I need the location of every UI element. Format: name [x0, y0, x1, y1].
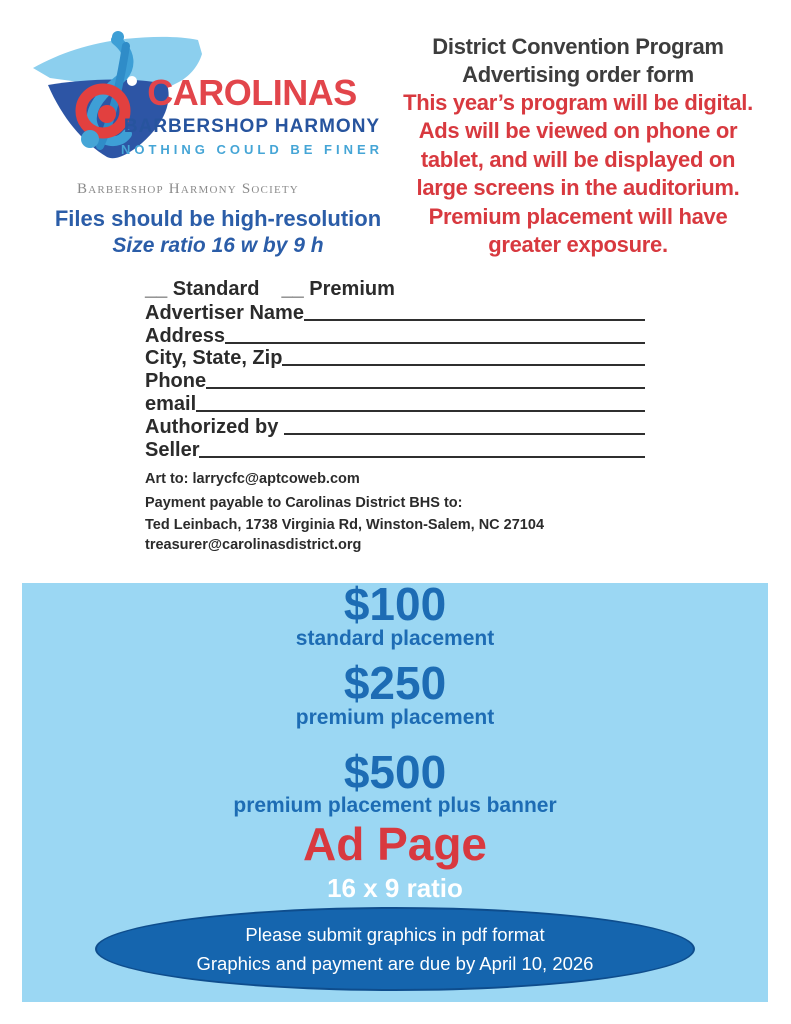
blank-line — [282, 364, 645, 366]
placement-options-row — [145, 279, 645, 301]
clef-top-dot — [112, 31, 124, 43]
blank-line — [206, 387, 645, 389]
notice-line: Premium placement will have — [428, 203, 728, 229]
notice-line: tablet, and will be displayed on — [420, 146, 736, 172]
form-field-row — [145, 324, 645, 347]
price-premium-banner: $500 — [343, 746, 447, 798]
brand-subtitle: BARBERSHOP HARMONY — [123, 116, 381, 137]
note-red-dot — [98, 105, 116, 123]
oval-line-deadline: Graphics and payment are due by April 10, 2026 — [196, 953, 594, 974]
price-premium-banner-label: premium placement plus banner — [233, 794, 557, 817]
field-label-address: Address — [145, 324, 226, 347]
form-field-row — [145, 369, 645, 392]
society-line: Barbershop Harmony Society — [77, 181, 299, 197]
payment-address: Ted Leinbach, 1738 Virginia Rd, Winston-Salem, NC 27104 — [145, 517, 545, 533]
blank-line — [225, 342, 645, 344]
form-field-row — [145, 438, 645, 461]
form-field-row — [145, 301, 645, 324]
clef-bottom-dot — [81, 130, 99, 148]
brand-tagline: NOTHING COULD BE FINER — [120, 142, 384, 157]
blank-line — [304, 319, 645, 321]
oval-line-format: Please submit graphics in pdf format — [245, 924, 545, 945]
field-label-seller: Seller — [145, 438, 200, 461]
field-label-phone: Phone — [145, 370, 207, 393]
treasurer-email: treasurer@carolinasdistrict.org — [145, 537, 362, 553]
price-premium: $250 — [343, 657, 447, 709]
art-submission-email: Art to: larrycfc@aptcoweb.com — [145, 471, 360, 487]
header-column — [400, 33, 756, 259]
spec-resolution: Files should be high-resolution — [54, 206, 382, 231]
notice-line: This year’s program will be digital. — [403, 90, 753, 115]
order-form — [145, 279, 645, 461]
pricing-panel — [22, 578, 768, 1002]
notice-line: large screens in the auditorium. — [416, 175, 740, 201]
form-field-row — [145, 392, 645, 415]
page-title-line1: District Convention Program — [432, 34, 724, 59]
price-standard-label: standard placement — [295, 627, 495, 650]
notice-line: greater exposure. — [488, 232, 668, 258]
form-field-row — [145, 347, 645, 370]
submission-deadline-oval — [95, 907, 695, 991]
field-label-advertiser-name: Advertiser Name — [145, 301, 304, 324]
placement-option-premium: __ Premium — [281, 278, 395, 300]
blank-line — [199, 456, 645, 458]
price-premium-label: premium placement — [295, 706, 495, 729]
ad-page-heading: Ad Page — [302, 818, 488, 870]
notice-line: Ads will be viewed on phone or — [418, 118, 738, 144]
field-label-email: email — [145, 392, 197, 415]
placement-option-standard: __ Standard — [145, 278, 260, 300]
field-label-city-state-zip: City, State, Zip — [145, 347, 283, 370]
brand-block — [118, 74, 386, 158]
page-title-line2: Advertising order form — [462, 62, 694, 87]
field-label-authorized-by: Authorized by — [145, 415, 284, 438]
blank-line — [284, 433, 645, 435]
spec-size-ratio: Size ratio 16 w by 9 h — [112, 234, 324, 257]
payment-instructions: Payment payable to Carolinas District BHS to: — [145, 495, 463, 511]
form-field-row — [145, 415, 645, 438]
blank-line — [196, 410, 645, 412]
price-standard: $100 — [343, 578, 447, 630]
brand-name: CAROLINAS — [147, 72, 357, 113]
ad-ratio-text: 16 x 9 ratio — [327, 873, 463, 903]
